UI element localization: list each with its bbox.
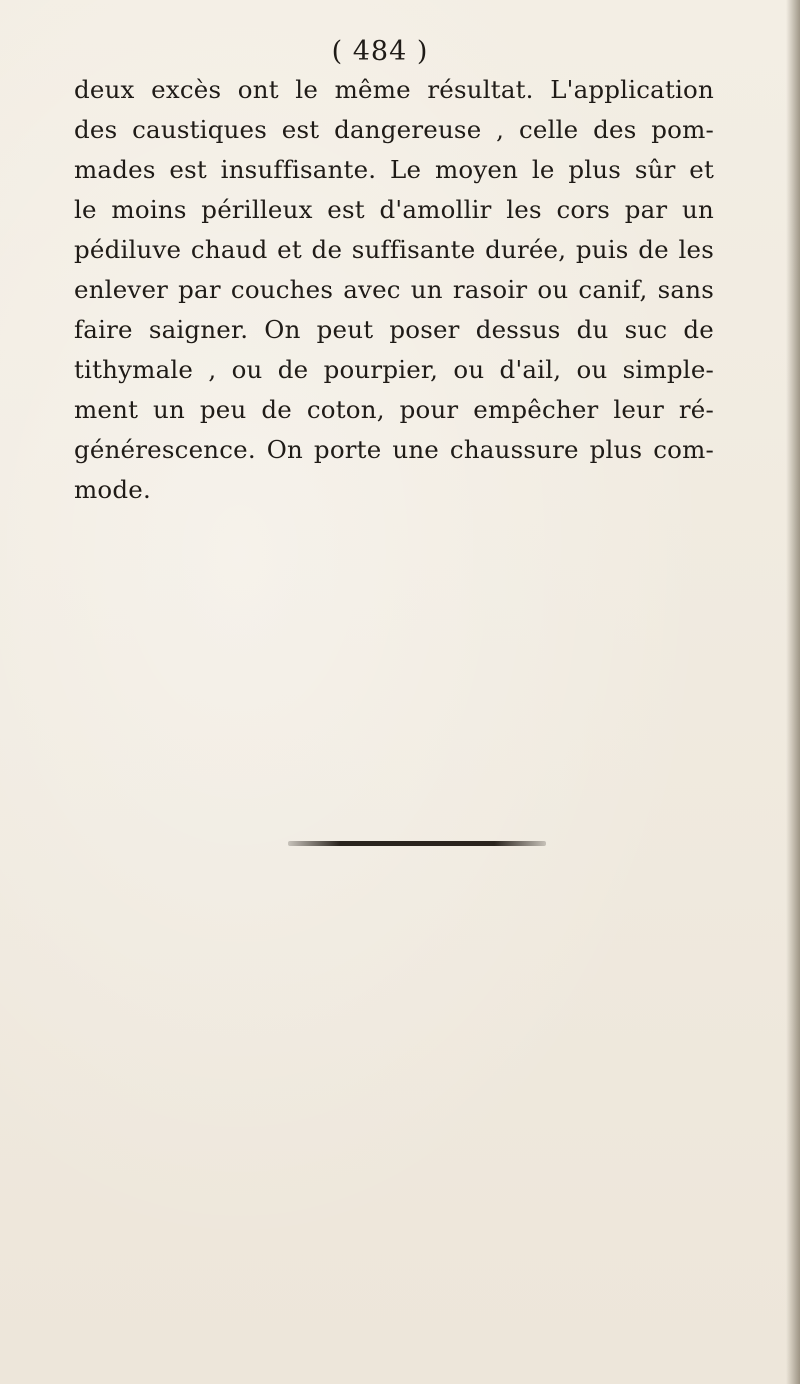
text-line: mode. bbox=[74, 475, 151, 504]
text-line: pédiluve chaud et de suffisante durée, puis de les bbox=[74, 235, 714, 264]
body-text bbox=[74, 70, 714, 510]
text-line: tithymale , ou de pourpier, ou d'ail, ou simple- bbox=[74, 355, 714, 384]
text-line: des caustiques est dangereuse , celle des pom- bbox=[74, 115, 714, 144]
page-number: ( 484 ) bbox=[331, 36, 429, 67]
text-line: générescence. On porte une chaussure plus com- bbox=[74, 435, 714, 464]
text-line: mades est insuffisante. Le moyen le plus sûr et bbox=[74, 155, 714, 184]
text-line: le moins périlleux est d'amollir les cors par un bbox=[74, 195, 714, 224]
page-edge-shadow bbox=[786, 0, 800, 1384]
text-line: enlever par couches avec un rasoir ou canif, sans bbox=[74, 275, 714, 304]
text-line: deux excès ont le même résultat. L'application bbox=[74, 75, 714, 104]
text-line: faire saigner. On peut poser dessus du suc de bbox=[74, 315, 714, 344]
text-line: ment un peu de coton, pour empêcher leur ré- bbox=[74, 395, 714, 424]
section-divider bbox=[288, 841, 546, 846]
